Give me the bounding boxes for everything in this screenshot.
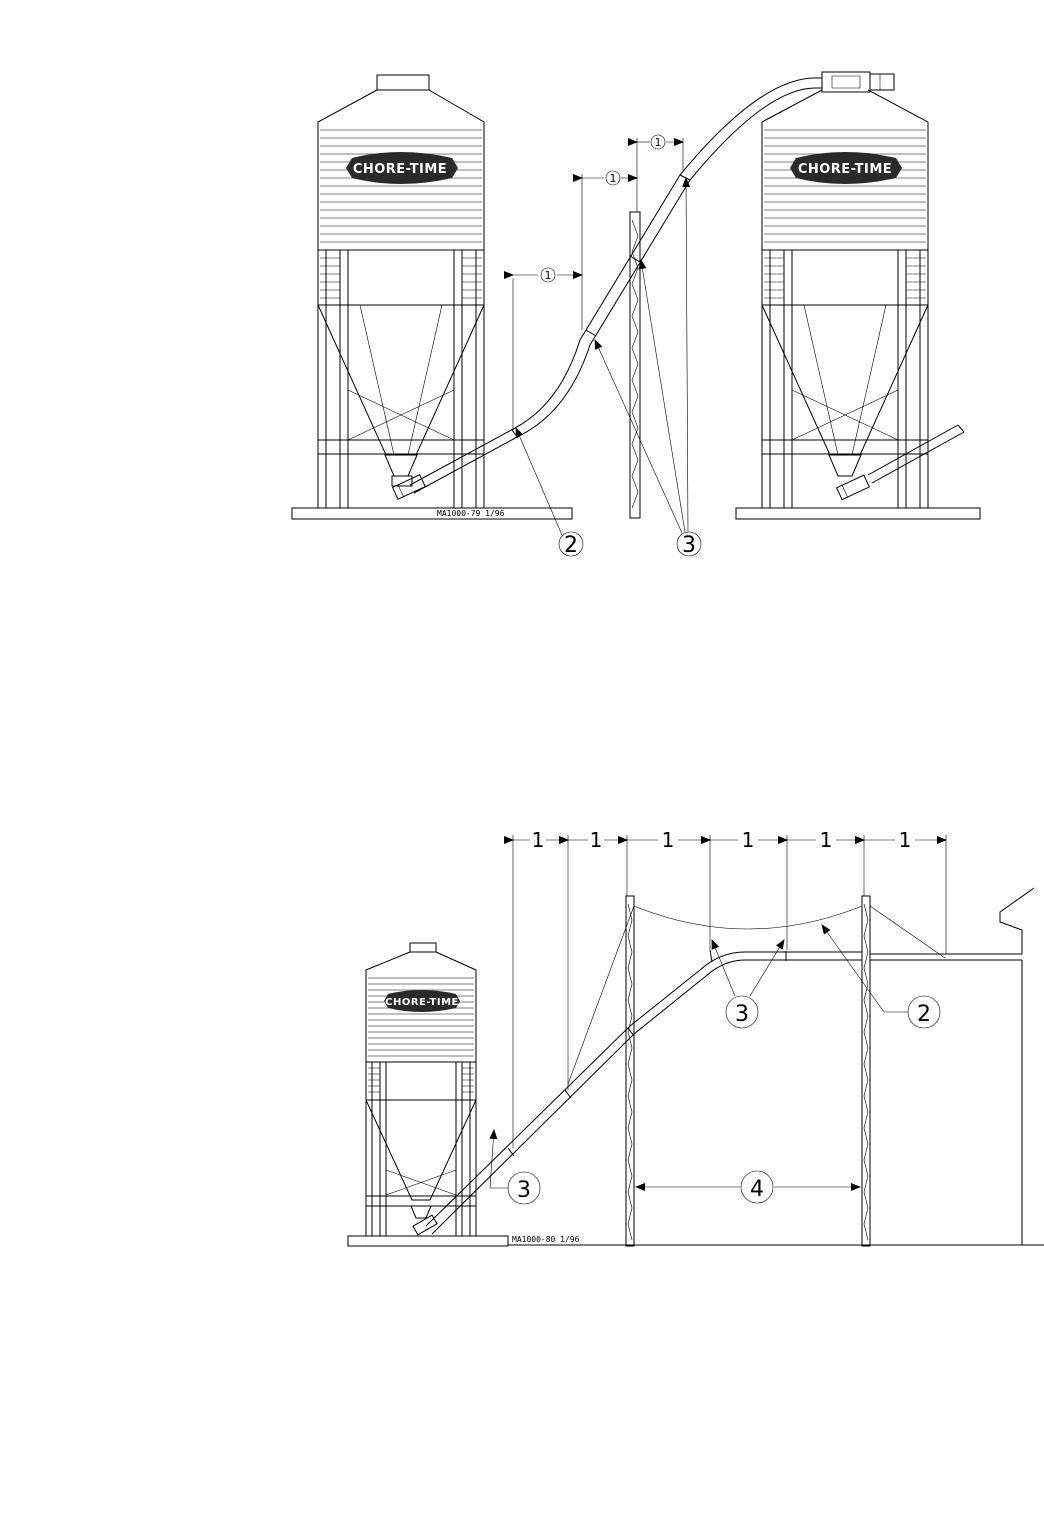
power-unit-boot: [393, 475, 426, 499]
dimension-segment: [627, 828, 710, 852]
callout-3: [595, 178, 701, 558]
dimension-segment: [710, 828, 787, 852]
ground-slab-right: [736, 508, 980, 519]
dimension-label: 1: [819, 828, 833, 852]
dimension-label: 1: [609, 172, 617, 185]
dimension-1b: [582, 171, 637, 278]
boot-hopper: [411, 1206, 431, 1218]
bin-hopper-cone: [366, 1100, 476, 1200]
svg-text:3: 3: [682, 533, 696, 558]
bin-leg: [762, 250, 770, 508]
feed-bin-right: [762, 90, 964, 508]
bin-leg: [920, 250, 928, 508]
callout-3-top: [712, 940, 784, 1028]
callout-2: [516, 428, 583, 558]
chore-time-logo: [384, 990, 460, 1012]
svg-text:CHORE-TIME: CHORE-TIME: [797, 162, 893, 177]
bin-leg: [898, 250, 906, 508]
dimension-1c: [637, 135, 683, 174]
callout-3-left: [490, 1130, 540, 1204]
dimension-label: 1: [661, 828, 675, 852]
boot-hopper: [385, 455, 417, 476]
svg-text:CHORE-TIME: CHORE-TIME: [352, 162, 448, 177]
support-post: [630, 212, 640, 518]
bin-hopper-cone: [762, 305, 928, 455]
boot-hopper: [829, 455, 861, 476]
conveyor-tube: [426, 950, 862, 1234]
bin-leg: [784, 250, 792, 508]
dimension-label: 1: [898, 828, 912, 852]
bin-lower-band: [762, 250, 928, 305]
figure-2-bin-to-building-installation: [0, 800, 1044, 1260]
bin-leg: [380, 1062, 386, 1236]
dimension-label: 1: [531, 828, 545, 852]
drawing-id-2: MA1000-80 1/96: [512, 1235, 580, 1244]
ground-slab: [348, 1236, 508, 1246]
roof-truss-cable: [634, 906, 862, 929]
svg-text:3: 3: [517, 1178, 531, 1203]
bin-hopper-cone: [318, 305, 484, 455]
dimension-label: 1: [589, 828, 603, 852]
dimension-label: 1: [654, 136, 662, 149]
figure-1-drawing: [0, 0, 1044, 600]
figure-1-bin-to-bin-installation: [0, 0, 1044, 600]
bin-leg: [476, 250, 484, 508]
dimension-segment: [864, 828, 946, 852]
feed-bin: [366, 943, 476, 1236]
bin-lower-band: [318, 250, 484, 305]
feed-bin-left: [318, 75, 484, 508]
bin-leg: [470, 1062, 476, 1236]
dimension-label: 1: [544, 269, 552, 282]
dimension-segment: [568, 828, 627, 852]
svg-text:2: 2: [917, 1002, 931, 1027]
dimension-1a: [513, 268, 582, 430]
callout-2: [822, 925, 940, 1028]
svg-text:2: 2: [564, 533, 578, 558]
conveyor-tube: [410, 78, 822, 493]
callout-4: [636, 1171, 860, 1203]
building: [568, 888, 1034, 1246]
chore-time-logo-left: [346, 152, 458, 184]
bin-lid: [410, 943, 436, 952]
dimension-label: 1: [741, 828, 755, 852]
bin-lid: [377, 75, 429, 90]
control-unit: [822, 72, 894, 92]
dimension-segment: [787, 828, 864, 852]
figure-2-drawing: [0, 800, 1044, 1260]
ground-slab-left: [292, 508, 572, 519]
chore-time-logo-right: [790, 152, 902, 184]
boot-hopper-throat: [392, 476, 412, 486]
drawing-id-1: MA1000-79 1/96: [437, 509, 505, 518]
dimension-row: [513, 828, 946, 1148]
svg-text:CHORE-TIME: CHORE-TIME: [385, 997, 459, 1008]
power-unit-boot: [837, 475, 870, 499]
bin-leg: [340, 250, 348, 508]
svg-text:4: 4: [750, 1177, 764, 1202]
bin-leg: [318, 250, 326, 508]
dimension-segment: [513, 828, 568, 852]
svg-text:3: 3: [735, 1002, 749, 1027]
bin-leg: [366, 1062, 372, 1236]
